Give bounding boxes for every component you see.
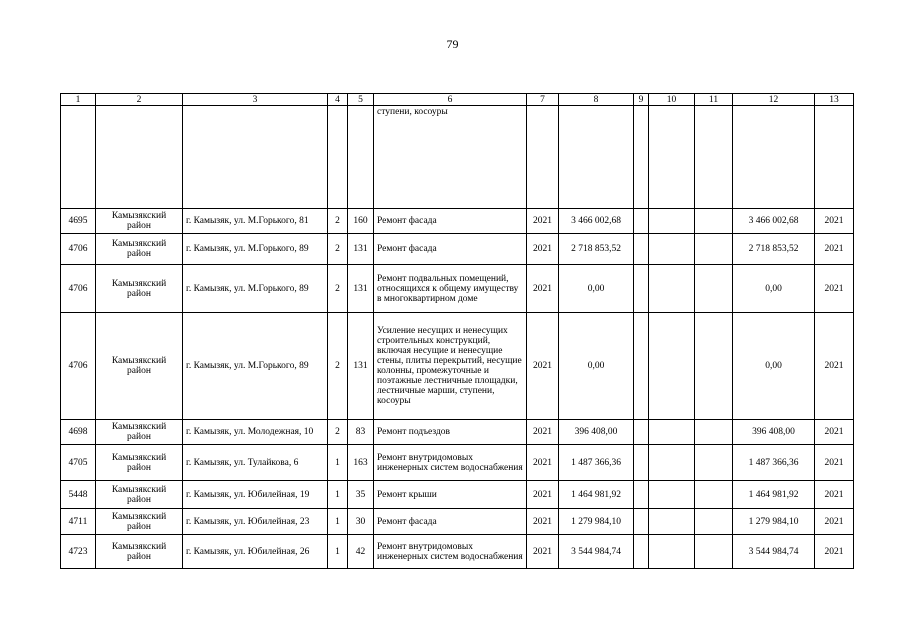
- column-number: 8: [559, 94, 634, 106]
- table-row: [61, 420, 854, 445]
- column-11-cell: [695, 313, 733, 420]
- column-9-cell: [634, 265, 649, 313]
- cost-cell: 1 464 981,92: [559, 481, 634, 509]
- address-cell: г. Камызяк, ул. Юбилейная, 23: [183, 509, 328, 535]
- cost-cell: 1 279 984,10: [559, 509, 634, 535]
- work-type-cell: Ремонт подвальных помещений, относящихся к общему имуществу в многоквартирном доме: [374, 265, 527, 313]
- column-9-cell: [634, 234, 649, 265]
- table-cell: [527, 106, 559, 209]
- table-row: [61, 234, 854, 265]
- register-table: [60, 93, 854, 569]
- address-cell: г. Камызяк, ул. Тулайкова, 6: [183, 445, 328, 481]
- column-10-cell: [649, 445, 695, 481]
- column-4-cell: 1: [328, 445, 348, 481]
- year-cell: 2021: [527, 445, 559, 481]
- column-11-cell: [695, 509, 733, 535]
- total-cost-cell: 0,00: [733, 265, 815, 313]
- work-type-cell: Ремонт фасада: [374, 209, 527, 234]
- column-number: 12: [733, 94, 815, 106]
- house-id-cell: 4705: [61, 445, 96, 481]
- column-10-cell: [649, 234, 695, 265]
- district-cell: Камызякский район: [96, 234, 183, 265]
- year-cell: 2021: [527, 234, 559, 265]
- work-type-cell: ступени, косоуры: [374, 106, 527, 209]
- column-4-cell: 1: [328, 535, 348, 569]
- work-type-cell: Ремонт крыши: [374, 481, 527, 509]
- table-cell: [96, 106, 183, 209]
- address-cell: г. Камызяк, ул. М.Горького, 89: [183, 313, 328, 420]
- year-cell: 2021: [527, 509, 559, 535]
- column-number: 6: [374, 94, 527, 106]
- column-10-cell: [649, 509, 695, 535]
- column-4-cell: 2: [328, 209, 348, 234]
- district-cell: Камызякский район: [96, 420, 183, 445]
- house-id-cell: 4698: [61, 420, 96, 445]
- work-type-cell: Усиление несущих и ненесущих строительных конструкций, включая несущие и ненесущие стены, плиты перекрытий, несущие колонны, промежуточные и поэтажные лестничные площадки, лестничные марши, ступени, косоуры: [374, 313, 527, 420]
- column-11-cell: [695, 234, 733, 265]
- table-row: [61, 265, 854, 313]
- year-cell: 2021: [527, 535, 559, 569]
- column-10-cell: [649, 535, 695, 569]
- table-cell: [649, 106, 695, 209]
- address-cell: г. Камызяк, ул. М.Горького, 89: [183, 265, 328, 313]
- table-cell: [328, 106, 348, 209]
- table-cell: [559, 106, 634, 209]
- column-number-row: [61, 94, 854, 106]
- year-cell: 2021: [527, 209, 559, 234]
- column-9-cell: [634, 481, 649, 509]
- column-number: 10: [649, 94, 695, 106]
- table-cell: [348, 106, 374, 209]
- column-5-cell: 30: [348, 509, 374, 535]
- column-number: 3: [183, 94, 328, 106]
- column-11-cell: [695, 265, 733, 313]
- cost-cell: 1 487 366,36: [559, 445, 634, 481]
- district-cell: Камызякский район: [96, 445, 183, 481]
- table-row: [61, 509, 854, 535]
- total-cost-cell: 3 544 984,74: [733, 535, 815, 569]
- column-11-cell: [695, 535, 733, 569]
- year-cell: 2021: [527, 420, 559, 445]
- column-11-cell: [695, 420, 733, 445]
- column-9-cell: [634, 209, 649, 234]
- work-type-cell: Ремонт подъездов: [374, 420, 527, 445]
- district-cell: Камызякский район: [96, 481, 183, 509]
- year-cell: 2021: [815, 509, 854, 535]
- column-9-cell: [634, 313, 649, 420]
- year-cell: 2021: [527, 313, 559, 420]
- column-number: 2: [96, 94, 183, 106]
- column-4-cell: 2: [328, 313, 348, 420]
- work-type-cell: Ремонт внутридомовых инженерных систем водоснабжения: [374, 535, 527, 569]
- year-cell: 2021: [815, 445, 854, 481]
- table-row: [61, 535, 854, 569]
- column-11-cell: [695, 209, 733, 234]
- year-cell: 2021: [815, 420, 854, 445]
- column-9-cell: [634, 509, 649, 535]
- column-9-cell: [634, 420, 649, 445]
- column-9-cell: [634, 535, 649, 569]
- column-11-cell: [695, 481, 733, 509]
- column-5-cell: 131: [348, 234, 374, 265]
- total-cost-cell: 3 466 002,68: [733, 209, 815, 234]
- column-number: 5: [348, 94, 374, 106]
- house-id-cell: 4711: [61, 509, 96, 535]
- table-cell: [183, 106, 328, 209]
- year-cell: 2021: [815, 234, 854, 265]
- cost-cell: 2 718 853,52: [559, 234, 634, 265]
- column-10-cell: [649, 481, 695, 509]
- column-5-cell: 83: [348, 420, 374, 445]
- table-row: [61, 313, 854, 420]
- column-10-cell: [649, 313, 695, 420]
- address-cell: г. Камызяк, ул. М.Горького, 81: [183, 209, 328, 234]
- column-4-cell: 2: [328, 234, 348, 265]
- address-cell: г. Камызяк, ул. Юбилейная, 19: [183, 481, 328, 509]
- column-10-cell: [649, 265, 695, 313]
- total-cost-cell: 1 279 984,10: [733, 509, 815, 535]
- column-5-cell: 163: [348, 445, 374, 481]
- cost-cell: 0,00: [559, 265, 634, 313]
- table-cell: [815, 106, 854, 209]
- cost-cell: 3 466 002,68: [559, 209, 634, 234]
- cost-cell: 0,00: [559, 313, 634, 420]
- column-number: 7: [527, 94, 559, 106]
- work-type-cell: Ремонт фасада: [374, 234, 527, 265]
- cost-cell: 396 408,00: [559, 420, 634, 445]
- column-4-cell: 1: [328, 509, 348, 535]
- total-cost-cell: 396 408,00: [733, 420, 815, 445]
- column-5-cell: 35: [348, 481, 374, 509]
- column-number: 1: [61, 94, 96, 106]
- work-type-cell: Ремонт внутридомовых инженерных систем водоснабжения: [374, 445, 527, 481]
- column-5-cell: 42: [348, 535, 374, 569]
- table-row: [61, 481, 854, 509]
- house-id-cell: 4706: [61, 313, 96, 420]
- house-id-cell: 5448: [61, 481, 96, 509]
- table-row: [61, 445, 854, 481]
- work-type-cell: Ремонт фасада: [374, 509, 527, 535]
- column-number: 13: [815, 94, 854, 106]
- year-cell: 2021: [527, 481, 559, 509]
- house-id-cell: 4706: [61, 265, 96, 313]
- table-row: [61, 209, 854, 234]
- column-10-cell: [649, 420, 695, 445]
- district-cell: Камызякский район: [96, 265, 183, 313]
- table-cell: [61, 106, 96, 209]
- column-5-cell: 131: [348, 313, 374, 420]
- district-cell: Камызякский район: [96, 209, 183, 234]
- column-10-cell: [649, 209, 695, 234]
- total-cost-cell: 1 487 366,36: [733, 445, 815, 481]
- district-cell: Камызякский район: [96, 535, 183, 569]
- table-cell: [695, 106, 733, 209]
- column-9-cell: [634, 445, 649, 481]
- house-id-cell: 4695: [61, 209, 96, 234]
- district-cell: Камызякский район: [96, 509, 183, 535]
- year-cell: 2021: [527, 265, 559, 313]
- total-cost-cell: 2 718 853,52: [733, 234, 815, 265]
- house-id-cell: 4723: [61, 535, 96, 569]
- column-number: 9: [634, 94, 649, 106]
- house-id-cell: 4706: [61, 234, 96, 265]
- column-number: 11: [695, 94, 733, 106]
- address-cell: г. Камызяк, ул. Юбилейная, 26: [183, 535, 328, 569]
- column-number: 4: [328, 94, 348, 106]
- column-11-cell: [695, 445, 733, 481]
- total-cost-cell: 1 464 981,92: [733, 481, 815, 509]
- cost-cell: 3 544 984,74: [559, 535, 634, 569]
- column-5-cell: 131: [348, 265, 374, 313]
- year-cell: 2021: [815, 481, 854, 509]
- table-cell: [733, 106, 815, 209]
- year-cell: 2021: [815, 265, 854, 313]
- continuation-row: [61, 106, 854, 209]
- address-cell: г. Камызяк, ул. М.Горького, 89: [183, 234, 328, 265]
- column-4-cell: 2: [328, 420, 348, 445]
- column-5-cell: 160: [348, 209, 374, 234]
- year-cell: 2021: [815, 535, 854, 569]
- year-cell: 2021: [815, 313, 854, 420]
- address-cell: г. Камызяк, ул. Молодежная, 10: [183, 420, 328, 445]
- column-4-cell: 2: [328, 265, 348, 313]
- page-number: 79: [446, 37, 459, 51]
- total-cost-cell: 0,00: [733, 313, 815, 420]
- table-cell: [634, 106, 649, 209]
- district-cell: Камызякский район: [96, 313, 183, 420]
- column-4-cell: 1: [328, 481, 348, 509]
- year-cell: 2021: [815, 209, 854, 234]
